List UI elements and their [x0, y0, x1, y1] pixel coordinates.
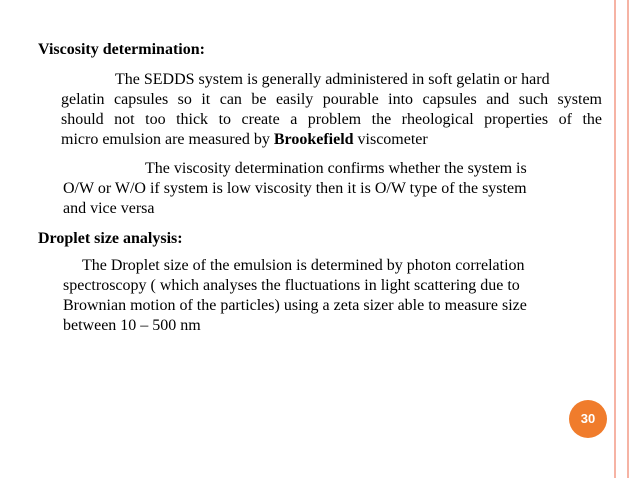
viscosity-paragraph-1 — [61, 70, 602, 150]
page-number-badge: 30 — [569, 400, 607, 438]
text-line: between 10 – 500 nm — [63, 317, 201, 334]
droplet-paragraph — [63, 256, 527, 336]
text-line: The viscosity determination confirms whether the system is — [145, 160, 527, 177]
text-line — [61, 130, 602, 150]
section-heading-droplet: Droplet size analysis: — [38, 230, 183, 247]
section-heading-viscosity: Viscosity determination: — [38, 41, 205, 58]
text-line: Brownian motion of the particles) using a zeta sizer able to measure size — [63, 297, 527, 314]
text-line: should not too thick to create a problem the rheological properties of the — [61, 111, 602, 128]
viscosity-paragraph-2 — [63, 159, 527, 219]
text-line: gelatin capsules so it can be easily pourable into capsules and such system — [61, 91, 602, 108]
text-line: The Droplet size of the emulsion is determined by photon correlation — [82, 257, 525, 274]
text-line: O/W or W/O if system is low viscosity then it is O/W type of the system — [63, 180, 527, 197]
text-line: The SEDDS system is generally administered in soft gelatin or hard — [115, 71, 550, 88]
text-line: and vice versa — [63, 200, 155, 217]
text-run: micro emulsion are measured by — [61, 131, 274, 148]
brand-name-bold: Brookefield — [273, 131, 354, 148]
right-border-line — [627, 0, 629, 478]
right-border-line — [614, 0, 616, 478]
text-line: spectroscopy ( which analyses the fluctuations in light scattering due to — [63, 277, 520, 294]
text-run: viscometer — [353, 131, 428, 148]
